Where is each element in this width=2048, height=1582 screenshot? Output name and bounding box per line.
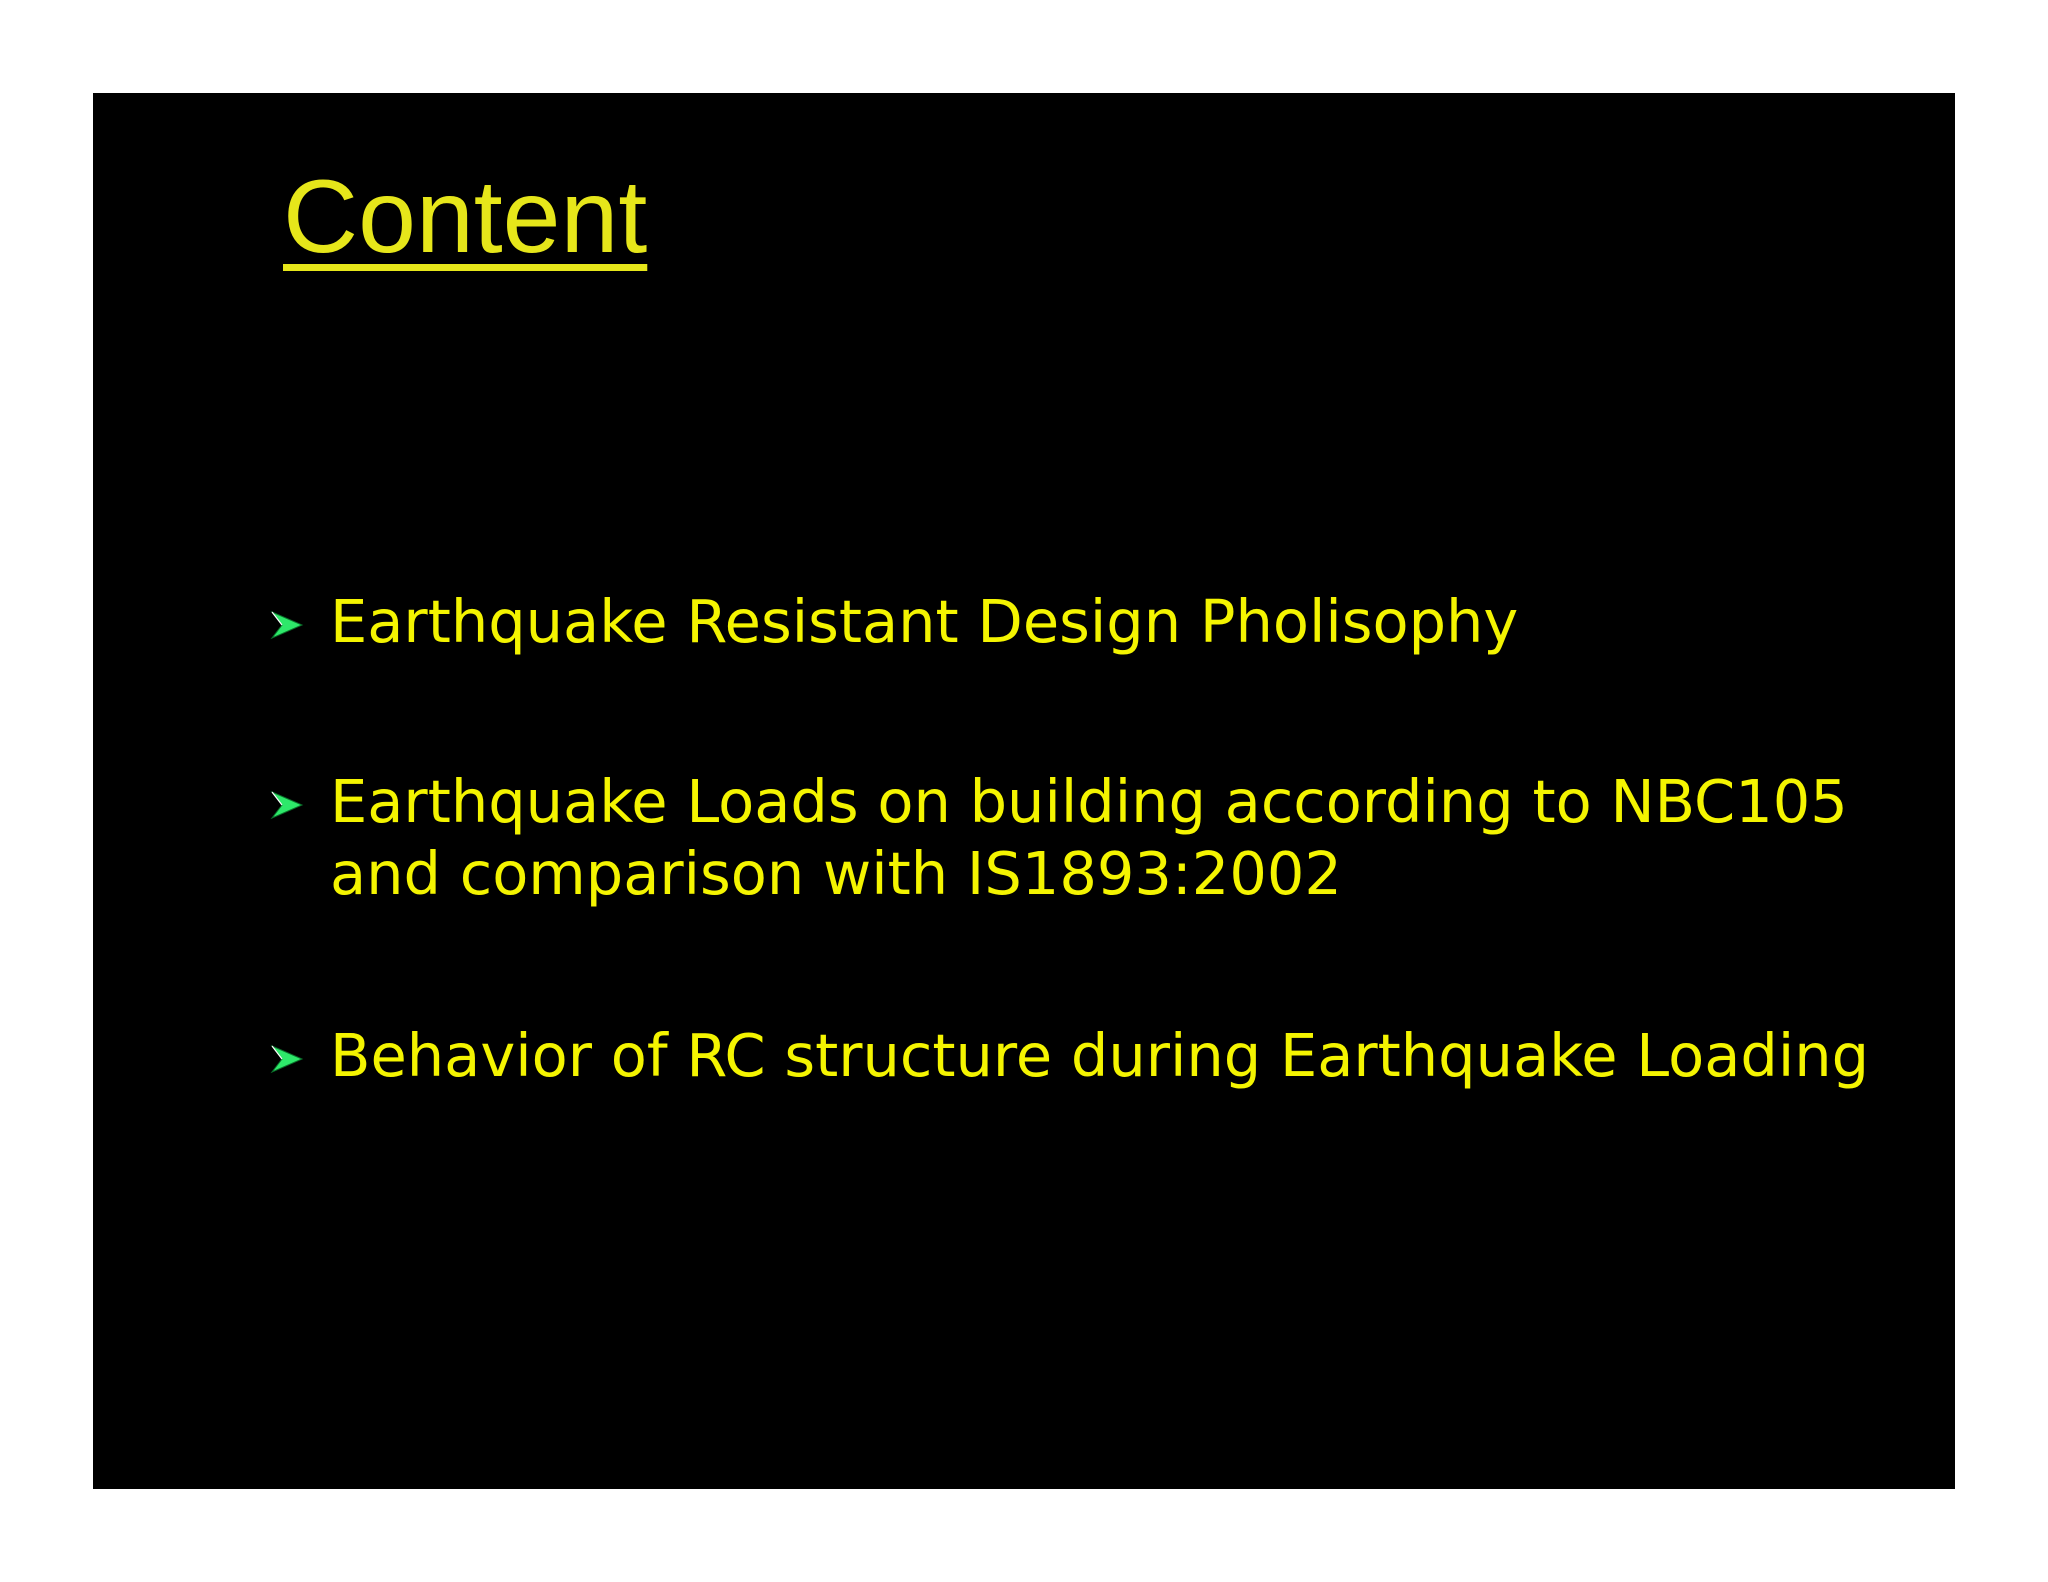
- bullet-list: [93, 93, 1955, 1489]
- slide-title: Content: [283, 159, 648, 275]
- bullet-text: [330, 766, 1848, 910]
- arrowhead-bullet-icon: [270, 1042, 304, 1076]
- slide: [93, 93, 1955, 1489]
- bullet-text: [330, 1020, 1869, 1092]
- bullet-line: Earthquake Loads on building according to NBC105: [330, 767, 1848, 836]
- bullet-text: [330, 586, 1518, 658]
- bullet-line: Behavior of RC structure during Earthquake Loading: [330, 1021, 1870, 1090]
- bullet-line: and comparison with IS1893:2002: [330, 839, 1342, 908]
- bullet-line: Earthquake Resistant Design Pholisophy: [330, 587, 1519, 656]
- arrowhead-bullet-icon: [270, 788, 304, 822]
- arrowhead-bullet-icon: [270, 608, 304, 642]
